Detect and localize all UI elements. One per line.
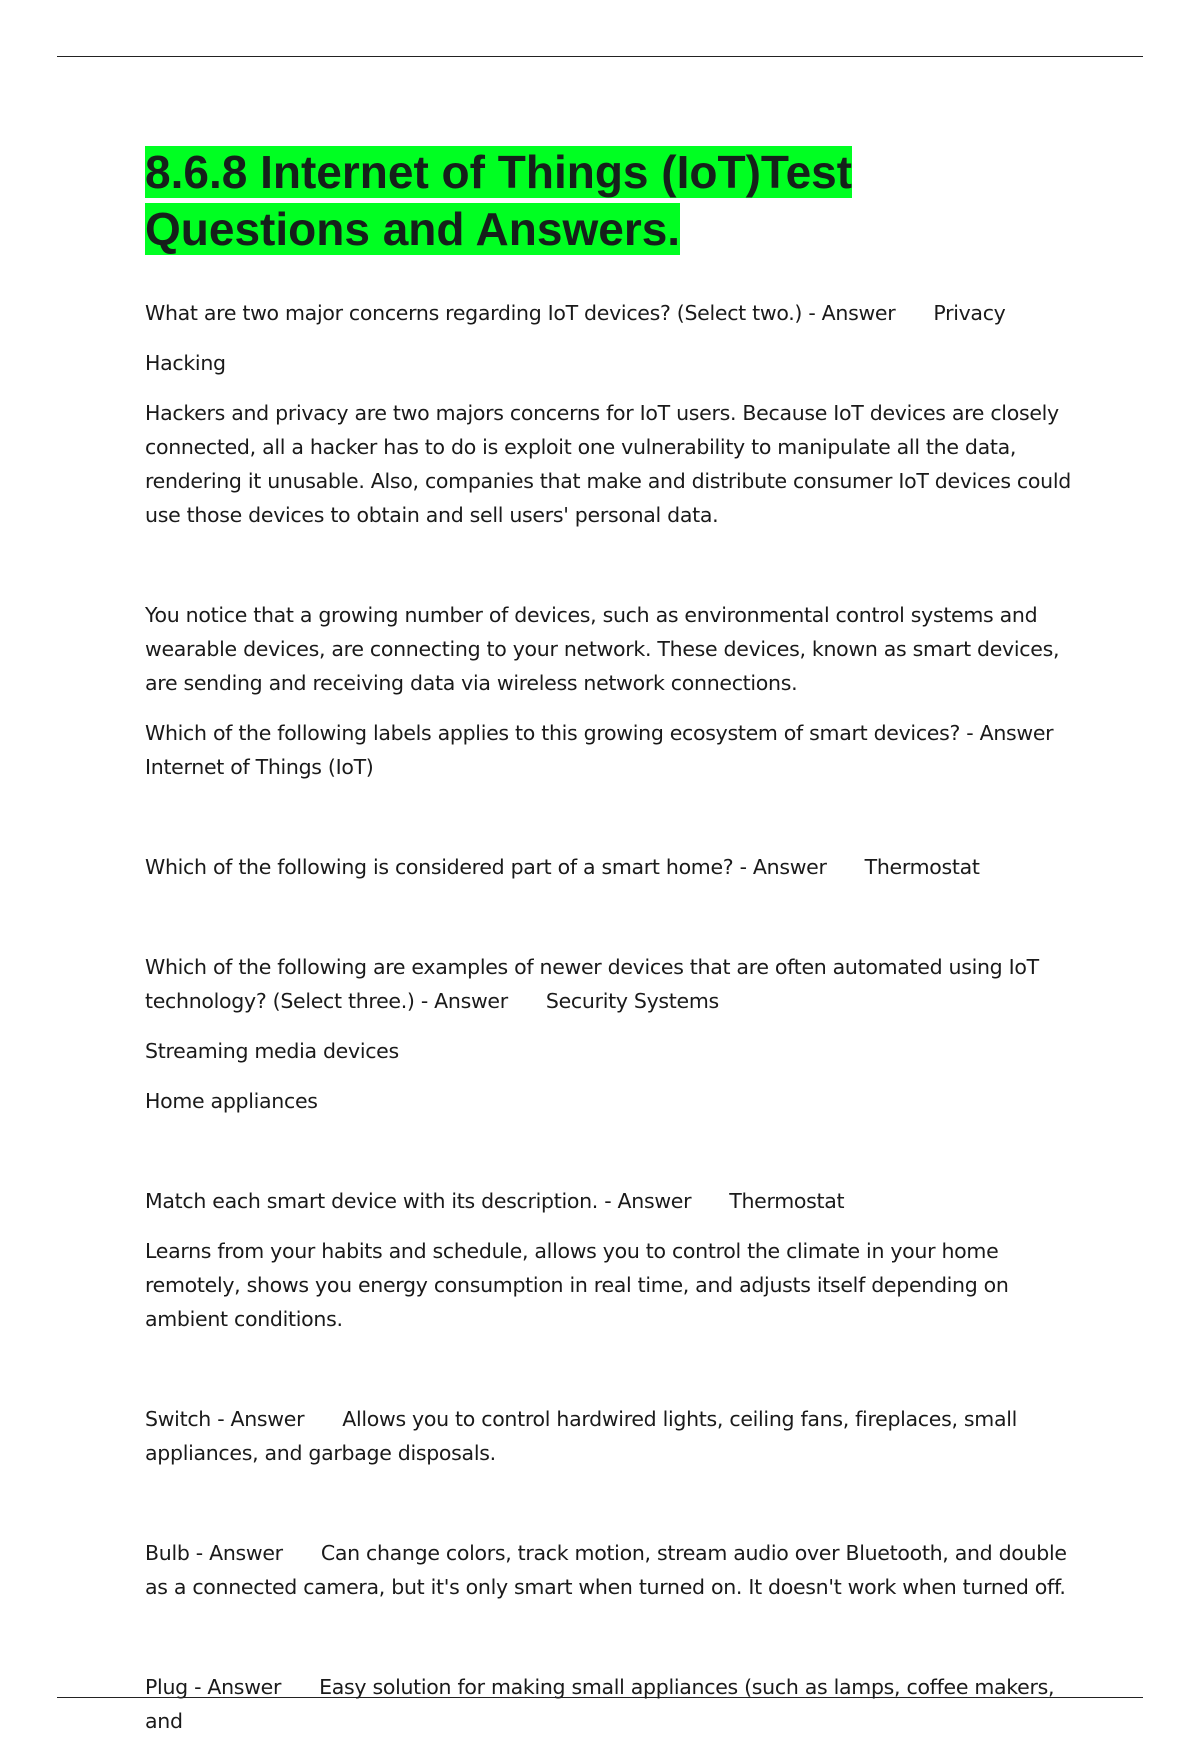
explanation-paragraph: Learns from your habits and schedule, allows you to control the climate in your home remotely, shows you energy consumption in real time, and adjusts itself depending on ambient conditions. [145,1239,1009,1331]
question-text: Switch - Answer [145,1407,305,1431]
answer-text: Can change colors, track motion, stream audio over Bluetooth, and double as a connected camera, but it's only smart when turned on. It doesn't work when turned off. [145,1541,1067,1599]
question-text: Which of the following is considered part of a smart home? - Answer [145,855,827,879]
explanation-paragraph: Hackers and privacy are two majors concerns for IoT users. Because IoT devices are closely connected, all a hacker has to do is exploit one vulnerability to manipulate all the data, rendering it unusable. Also, companies that make and distribute consumer IoT devices could use those devices to obtain and sell users' personal data. [145,401,1071,527]
document-title [145,144,1085,258]
question-newer-devices [145,950,1085,1018]
question-text: Match each smart device with its description. - Answer [145,1189,692,1213]
question-iot-concerns [145,296,1085,330]
answer-text: Security Systems [545,989,719,1013]
question-iot-label: Which of the following labels applies to this growing ecosystem of smart devices? - Answer Internet of Things (IoT) [145,721,1054,779]
answer-text: Privacy [933,301,1006,325]
question-plug [145,1670,1085,1738]
question-match-devices [145,1184,1085,1218]
answer-text: Thermostat [729,1189,845,1213]
question-text: Which of the following are examples of newer devices that are often automated using IoT technology? (Select three.) - Answer [145,955,1039,1013]
answer-line: Hacking [145,351,226,375]
question-bulb [145,1536,1085,1604]
question-text: Plug - Answer [145,1675,282,1699]
question-switch [145,1402,1085,1470]
answer-line: Streaming media devices [145,1039,399,1063]
answer-text: Easy solution for making small appliances (such as lamps, coffee makers, and [145,1675,1055,1733]
footer-rule [57,1697,1143,1698]
answer-text: Thermostat [864,855,980,879]
answer-line: Home appliances [145,1089,318,1113]
question-text: Bulb - Answer [145,1541,283,1565]
question-text: What are two major concerns regarding IoT devices? (Select two.) - Answer [145,301,896,325]
scenario-paragraph: You notice that a growing number of devices, such as environmental control systems and wearable devices, are connecting to your network. These devices, known as smart devices, are sending and receiving data via wireless network connections. [145,603,1060,695]
header-rule [57,56,1143,57]
question-smart-home [145,850,1085,884]
title-highlight: 8.6.8 Internet of Things (IoT)Test Questions and Answers. [145,146,853,255]
answer-text: Allows you to control hardwired lights, ceiling fans, fireplaces, small appliances, and garbage disposals. [145,1407,1018,1465]
document-body [145,144,1085,1738]
